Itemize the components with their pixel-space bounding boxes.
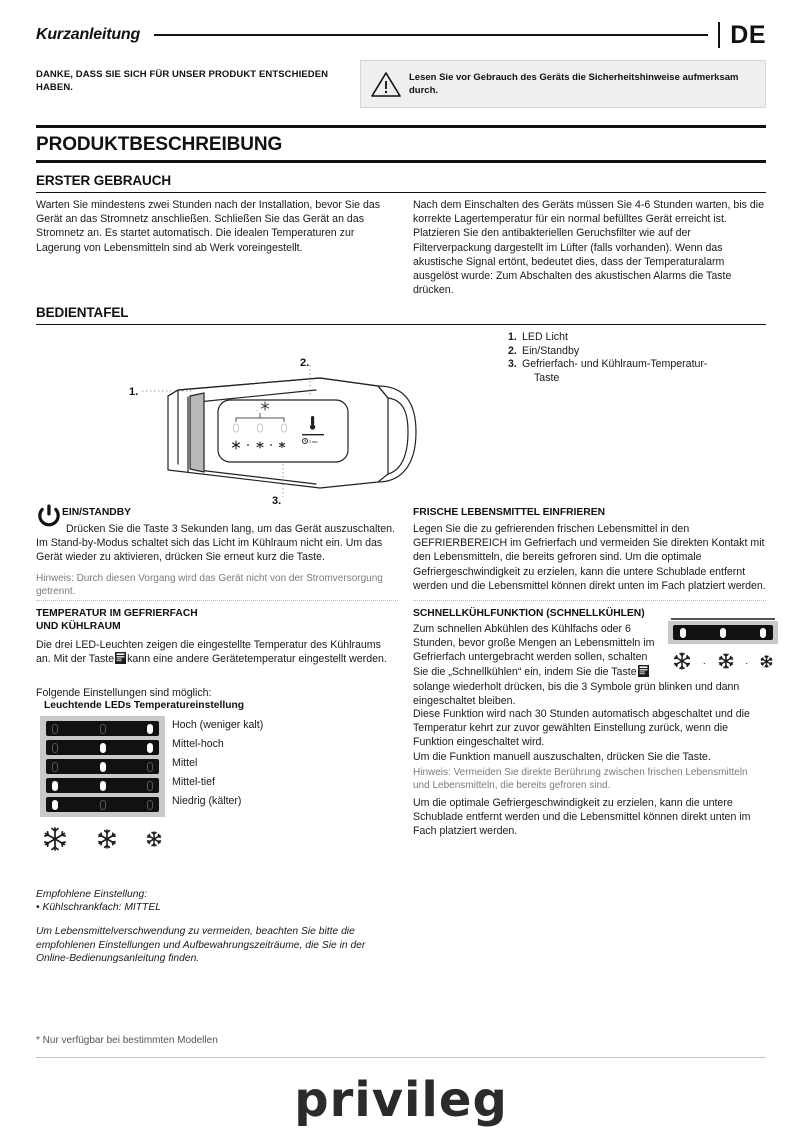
led-indicator [100,762,106,772]
led-indicator [147,743,153,753]
first-use-left-paragraph: Warten Sie mindestens zwei Stunden nach der Installation, bevor Sie das Gerät an das Stromnetz anschließen. Schließen Sie das Gerät an das Stromnetz an. Es startet automatisch. Die idealen Temperaturen zur Lagerung von Lebensmitteln sind ab Werk voreingestellt. [36,199,381,254]
safety-warning-box [360,60,766,108]
led-indicator [720,628,726,638]
led-indicator [52,724,58,734]
legend-label: Gefrierfach- und Kühlraum-Temperatur- [522,358,708,371]
led-table-heading: Leuchtende LEDs Temperatureinstellung [44,700,245,711]
callout-number-1: 1. [129,386,139,398]
standby-title: EIN/STANDBY [62,507,132,518]
led-indicator [52,743,58,753]
warning-triangle-icon [371,71,401,98]
header-divider-line [154,34,708,36]
temperature-text-part1: Die drei LED-Leuchten zeigen die eingestellte Temperatur des Kühlraums an. Mit der Taste [36,639,381,666]
snowflake-large-icon [672,651,692,676]
callout-number-3: 3. [272,495,282,507]
legend-item [508,345,778,359]
temperature-title-line1: TEMPERATUR IM GEFRIERFACH [36,608,198,619]
led-setting-label: Mittel-tief [172,776,215,788]
page-title-underline [36,160,766,163]
quick-cool-paragraph [413,622,663,679]
section-title-first-use: ERSTER GEBRAUCH [36,173,172,188]
led-indicator [147,781,153,791]
footer-divider [36,1057,766,1058]
temperature-button-icon [115,652,126,664]
temperature-text-part2: kann eine andere Gerätetemperatur eingestellt werden. [127,653,387,666]
food-waste-paragraph: Um Lebensmittelverschwendung zu vermeiden, beachten Sie bitte die empfohlenen Einstellungen und Aufbewahrungszeiträume, die Sie in der Online-Bedienungsanleitung finden. [36,926,366,965]
led-indicator [680,628,686,638]
safety-warning-text: Lesen Sie vor Gebrauch des Geräts die Sicherheitshinweise aufmerksam durch. [409,72,739,96]
temperature-settings-intro: Folgende Einstellungen sind möglich: [36,687,212,699]
legend-label: LED Licht [522,331,568,343]
thank-you-text: DANKE, DASS SIE SICH FÜR UNSER PRODUKT ENTSCHIEDEN HABEN. [36,69,329,93]
quick-cool-text-part1: Zum schnellen Abkühlen des Kühlfachs oder 6 Stunden, bevor große Mengen an Lebensmitteln im Gefrierfach untergebracht werden sollen, schalten Sie die „Schnellkühlen“ ein, indem Sie die Taste [413,623,655,678]
quick-cool-title: SCHNELLKÜHLFUNKTION (SCHNELLKÜHLEN) [413,608,645,619]
header-end-tick [718,22,720,48]
standby-paragraph: Drücken Sie die Taste 3 Sekunden lang, um das Gerät auszuschalten. Im Stand-by-Modus schaltet sich das Licht im Kühlraum nicht ein. Um das Gerät wieder zu aktivieren, drücken Sie erneut kurz die Taste. [36,523,395,564]
footnote-text: * Nur verfügbar bei bestimmten Modellen [36,1035,218,1046]
recommended-setting-item: • Kühlschrankfach: MITTEL [36,902,161,913]
temperature-title-line2: UND KÜHLRAUM [36,621,121,632]
led-indicator [147,800,153,810]
first-use-underline [36,192,766,193]
separator-dot: · [745,657,749,669]
table-row [46,759,159,774]
standby-note: Hinweis: Durch diesen Vorgang wird das Gerät nicht von der Stromversorgung getrennt. [36,573,383,597]
temperature-section-title [36,607,396,633]
led-indicator [52,762,58,772]
separator-dot: · [702,657,706,669]
led-setting-label: Mittel [172,757,198,769]
quick-cool-snowflake-row [668,651,778,676]
snowflake-small-icon [759,654,774,674]
appliance-control-panel-diagram [120,352,430,512]
language-code: DE [730,20,766,49]
quick-cool-auto-off-paragraph: Diese Funktion wird nach 30 Stunden automatisch abgeschaltet und die Temperatur kehrt zur zuvor gewählten Einstellung zurück, wenn die Funktion eingeschaltet wird. [413,708,750,749]
snowflake-scale-row [40,826,165,857]
control-panel-legend [508,331,778,385]
control-panel-underline [36,324,766,325]
panel-top-edge [671,618,775,620]
quick-cool-paragraph-cont: solange wiederholt drücken, bis die 3 Symbole grün blinken und dann eingeschaltet bleiben. [413,681,740,708]
first-use-right-paragraph: Nach dem Einschalten des Geräts müssen Sie 4-6 Stunden warten, bis die korrekte Lagertemperatur für ein normal befülltes Gerät erreicht ist. Platzieren Sie den antibakteriellen Geruchsfilter wie auf der Filterverpackung dargestellt im Lüfter (falls vorhanden). Wenn das akustische Signal ertönt, bedeutet dies, dass der Temperaturalarm ausgelöst wurde: Zum Abschalten des akustischen Alarms die Taste drücken. [413,199,764,297]
led-indicator [52,800,58,810]
led-indicator [147,724,153,734]
temperature-button-icon [638,665,649,677]
section-title-control-panel: BEDIENTAFEL [36,305,129,320]
legend-number: 1. [508,331,517,343]
table-row [46,797,159,812]
led-setting-label: Niedrig (kälter) [172,795,242,807]
legend-number: 3. [508,358,517,371]
legend-label-continuation: Taste [534,371,560,384]
table-row [46,778,159,793]
led-indicator [147,762,153,772]
led-indicator [100,800,106,810]
standby-divider [36,600,398,601]
snowflake-medium-icon [717,652,735,675]
section-divider-top [36,125,766,128]
recommended-setting-title: Empfohlene Einstellung: [36,889,148,900]
led-indicator [52,781,58,791]
freezing-divider [413,600,766,601]
led-table-labels [172,716,372,811]
led-indicator [100,781,106,791]
page-header [36,18,766,52]
callout-number-2: 2. [300,357,310,369]
led-setting-label: Mittel-hoch [172,738,224,750]
led-indicator [100,724,106,734]
quick-cool-note: Hinweis: Vermeiden Sie direkte Berührung zwischen frischen Lebensmitteln und Lebensmitteln, die bereits gefroren sind. [413,767,748,791]
svg-text:-: - [256,408,258,414]
led-temperature-table [40,716,165,817]
table-row [46,721,159,736]
legend-item [508,358,778,385]
snowflake-medium-icon [96,828,118,855]
header-title: Kurzanleitung [36,26,141,43]
quick-cool-manual-off-paragraph: Um die Funktion manuell auszuschalten, drücken Sie die Taste. [413,751,711,763]
quick-cool-led-bar [668,621,778,644]
quick-cool-optimal-paragraph: Um die optimale Gefriergeschwindigkeit zu erzielen, kann die untere Schublade entfernt werden und die Lebensmittel können direkt unten im Fach platziert werden. [413,797,751,838]
temperature-paragraph [36,638,398,666]
legend-item [508,331,778,345]
led-indicator [760,628,766,638]
legend-label: Ein/Standby [522,344,580,357]
table-row [46,740,159,755]
freezing-paragraph: Legen Sie die zu gefrierenden frischen Lebensmittel in den GEFRIERBEREICH im Gefrierfach und vermeiden Sie direkten Kontakt mit den Lebensmitteln, die bereits gefroren sind. Um die optimale Gefriergeschwindigkeit zu erzielen, kann die untere Schublade entfernt werden und die Lebensmittel können direkt unten im Fach platziert werden. [413,523,766,592]
led-setting-label: Hoch (weniger kalt) [172,719,264,731]
svg-text:3 sec.: 3 sec. [309,440,319,444]
snowflake-small-icon [145,830,163,853]
quick-cool-panel-illustration [668,618,778,676]
snowflake-large-icon [42,826,68,857]
freezing-section-title: FRISCHE LEBENSMITTEL EINFRIEREN [413,507,606,518]
led-indicator [100,743,106,753]
brand-logo: privileg [294,1072,508,1128]
legend-number: 2. [508,344,517,357]
page-title: PRODUKTBESCHREIBUNG [36,134,283,155]
